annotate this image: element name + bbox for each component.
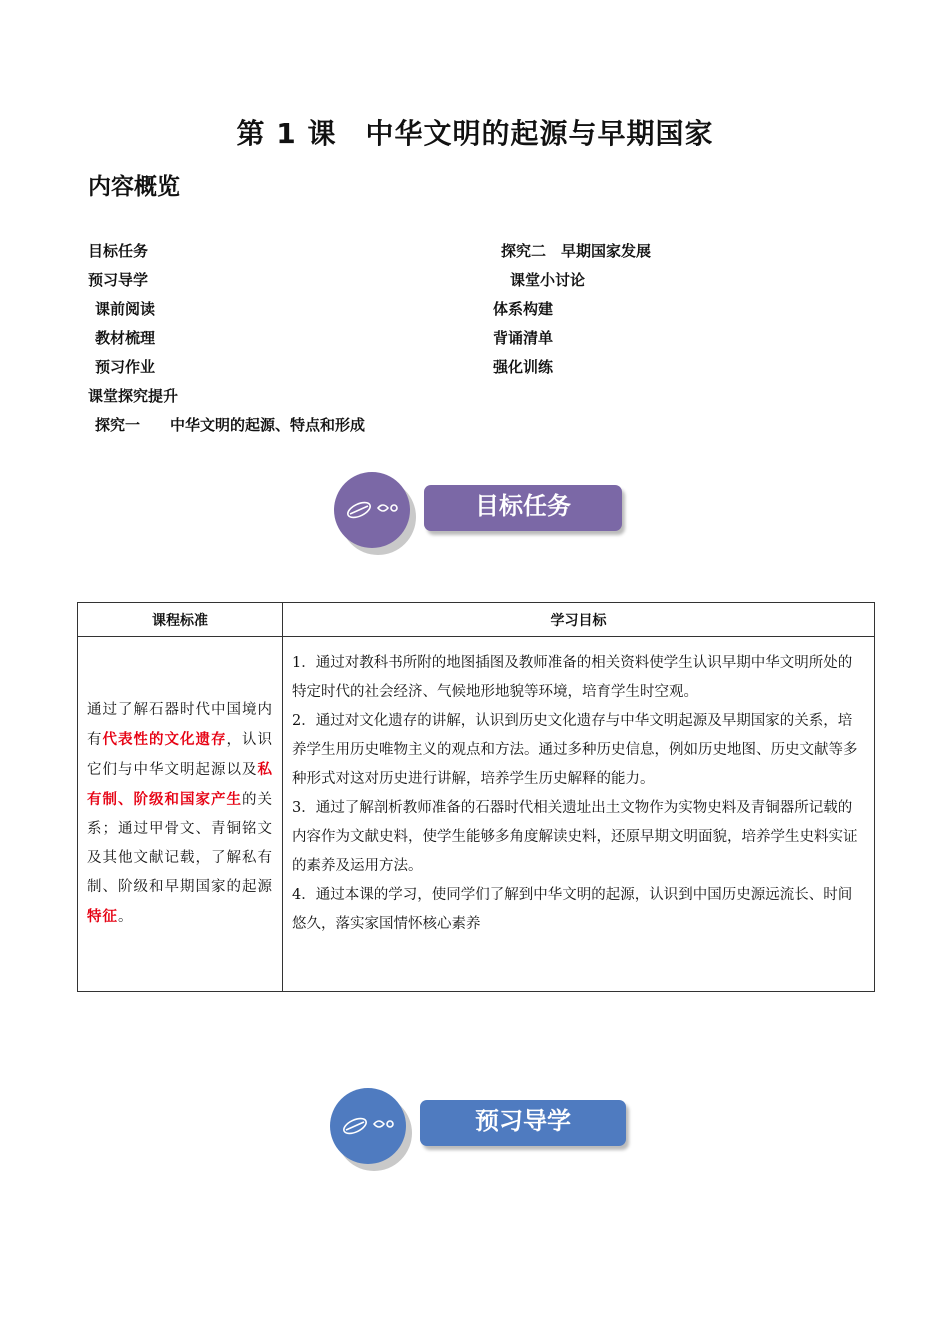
goal-item: 1．通过对教科书所附的地图插图及教师准备的相关资料使学生认识早期中华文明所处的特定时代的社会经济、气候地形地貌等环境，培育学生时空观。: [292, 655, 853, 700]
goal-item: 4．通过本课的学习，使同学们了解到中华文明的起源，认识到中国历史源远流长、时间悠久，落实家国情怀核心素养: [292, 887, 853, 932]
header-course-standard: 课程标准: [78, 603, 283, 637]
goal-item: 3．通过了解剖析教师准备的石器时代相关遗址出土文物作为实物史料及青铜器所记载的内容作为文献史料，使学生能够多角度解读史料，还原早期文明面貌，培养学生史料实证的素养及运用方法。: [292, 800, 858, 874]
pen-icon: [334, 472, 410, 548]
learning-goals-cell: [283, 637, 875, 992]
toc-item-preview-homework[interactable]: 预习作业: [95, 358, 156, 376]
section-banner-preview-guide: [330, 1088, 635, 1178]
page-title: 第 1 课 中华文明的起源与早期国家: [236, 117, 714, 150]
pen-badge: [330, 1088, 406, 1164]
objectives-table: [77, 602, 875, 992]
highlight-characteristics: 特征: [87, 908, 118, 925]
pen-icon: [330, 1088, 406, 1164]
toc-item-class-discussion[interactable]: 课堂小讨论: [510, 271, 586, 289]
banner-label: 预习导学: [420, 1100, 626, 1146]
toc-item-system-building[interactable]: 体系构建: [493, 300, 554, 318]
section-banner-target-task: [334, 472, 634, 562]
pen-badge: [334, 472, 410, 548]
highlight-cultural-remains: 代表性的文化遗存: [102, 731, 227, 748]
course-standard-cell: 通过了解石器时代中国境内有代表性的文化遗存，认识它们与中华文明起源以及私有制、阶级和国家产生的关系；通过甲骨文、青铜铭文及其他文献记载，了解私有制、阶级和早期国家的起源特征。: [78, 637, 283, 992]
toc-item-class-inquiry[interactable]: 课堂探究提升: [88, 387, 179, 405]
goal-item: 2．通过对文化遗存的讲解，认识到历史文化遗存与中华文明起源及早期国家的关系，培养学生用历史唯物主义的观点和方法。通过多种历史信息，例如历史地图、历史文献等多种形式对这对历史进行讲解，培养学生历史解释的能力。: [292, 713, 858, 787]
toc-item-inquiry-one[interactable]: 探究一 中华文明的起源、特点和形成: [95, 416, 366, 434]
toc-item-inquiry-two[interactable]: 探究二 早期国家发展: [501, 242, 652, 260]
header-learning-goals: 学习目标: [283, 603, 875, 637]
banner-label: 目标任务: [424, 485, 622, 531]
toc-item-target-task[interactable]: 目标任务: [88, 242, 149, 260]
overview-heading: 内容概览: [88, 174, 180, 200]
toc-item-recitation-list[interactable]: 背诵清单: [493, 329, 554, 347]
toc-item-textbook-review[interactable]: 教材梳理: [95, 329, 156, 347]
highlight-private-ownership: 私有制、阶级和国家产生: [87, 761, 273, 808]
toc-item-intensive-training[interactable]: 强化训练: [493, 358, 554, 376]
toc-item-pre-reading[interactable]: 课前阅读: [95, 300, 156, 318]
toc-item-preview-guide[interactable]: 预习导学: [88, 271, 149, 289]
